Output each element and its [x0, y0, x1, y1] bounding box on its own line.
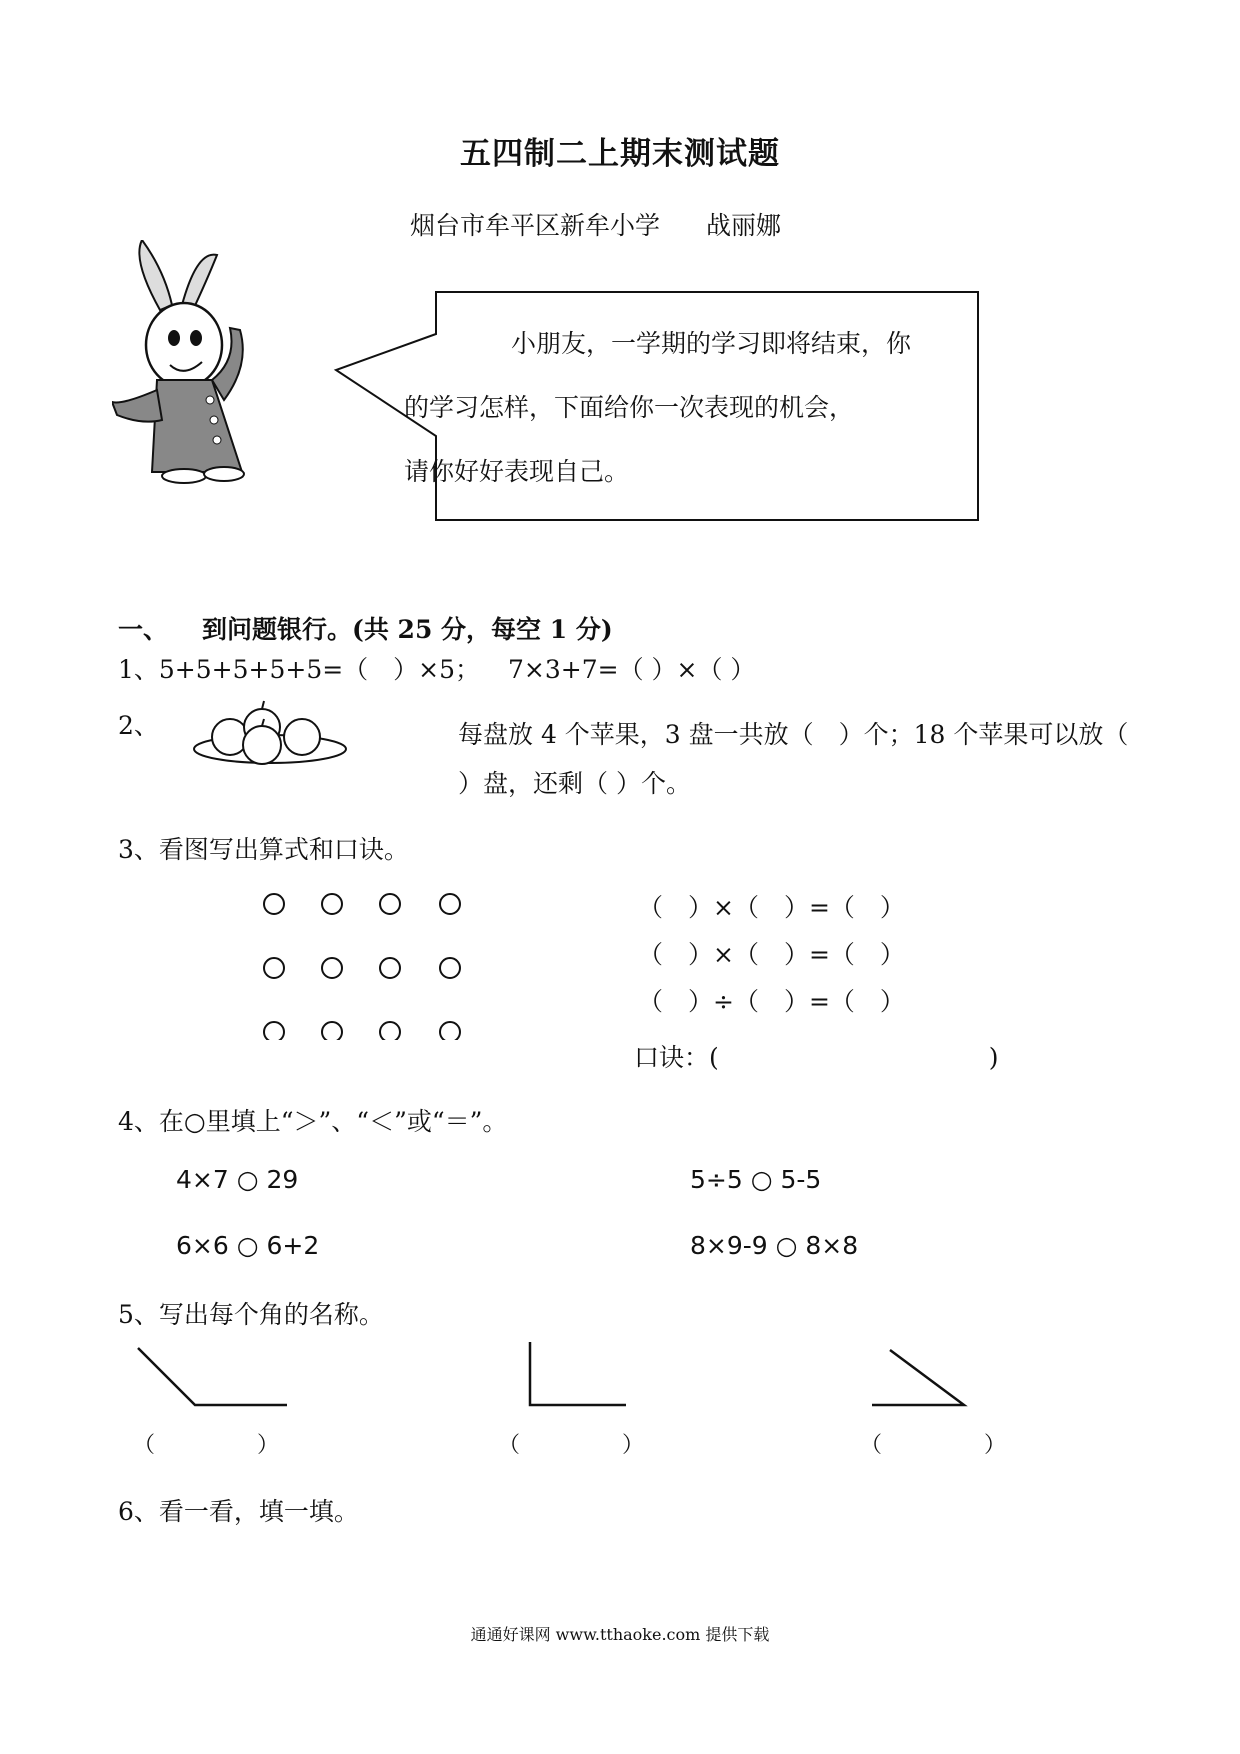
angle-answer-1: （ ）: [133, 1433, 280, 1458]
section-heading: [118, 610, 613, 646]
bubble-line-3: 请你好好表现自己。: [404, 457, 630, 486]
bubble-line-2: 的学习怎样，下面给你一次表现的机会，: [404, 393, 855, 422]
obtuse-angle: [138, 1348, 287, 1405]
school-name: 烟台市牟平区新牟小学: [410, 211, 661, 240]
question-1b: 7×3+7=（ ）×（ ）: [508, 655, 756, 684]
right-angle: [530, 1342, 626, 1405]
question-1: [118, 650, 755, 686]
page-title: 五四制二上期末测试题: [460, 136, 780, 172]
compare-item: 4×7 ○ 29: [176, 1165, 299, 1194]
compare-item: 5÷5 ○ 5-5: [690, 1165, 822, 1194]
bubble-line-1: 小朋友，一学期的学习即将结束，你: [511, 329, 912, 358]
bubble-text: [404, 312, 975, 504]
section-title: 到问题银行。(共 25 分，每空 1 分): [202, 615, 613, 644]
equation-1: （ ）×（ ）=（ ）: [638, 893, 905, 922]
author-name: 战丽娜: [706, 211, 782, 240]
compare-item: 6×6 ○ 6+2: [176, 1231, 320, 1260]
question-4: 4、在○里填上“＞”、“＜”或“＝”。: [118, 1107, 508, 1136]
equation-3: （ ）÷（ ）=（ ）: [638, 987, 905, 1016]
apple-plate-image: [190, 697, 350, 769]
question-5: 5、写出每个角的名称。: [118, 1300, 384, 1329]
compare-item: 8×9-9 ○ 8×8: [690, 1231, 859, 1260]
angle-answer-2: （ ）: [498, 1433, 645, 1458]
circle-array: [262, 890, 472, 1040]
angle-answer-3: （ ）: [860, 1433, 1007, 1458]
question-2-text: 每盘放 4 个苹果，3 盘一共放（ ）个；18 个苹果可以放（ ）盘，还剩（ ）个。: [458, 720, 1129, 798]
koujue-label: 口诀：(: [634, 1043, 719, 1072]
question-6: 6、看一看，填一填。: [118, 1497, 359, 1526]
equation-2: （ ）×（ ）=（ ）: [638, 940, 905, 969]
question-1a: 1、5+5+5+5+5=（ ）×5；: [118, 655, 481, 684]
angle-figures: [0, 1330, 1240, 1430]
question-2-number: 2、: [118, 711, 159, 740]
koujue-line: [634, 1038, 999, 1074]
koujue-close: ): [988, 1043, 999, 1072]
question-3: 3、看图写出算式和口诀。: [118, 835, 409, 864]
footer-text: 通通好课网 www.tthaoke.com 提供下载: [470, 1625, 770, 1644]
section-number: 一、: [118, 615, 169, 644]
author-line: [410, 206, 781, 242]
rabbit-illustration: [112, 240, 302, 490]
acute-angle: [872, 1350, 964, 1405]
